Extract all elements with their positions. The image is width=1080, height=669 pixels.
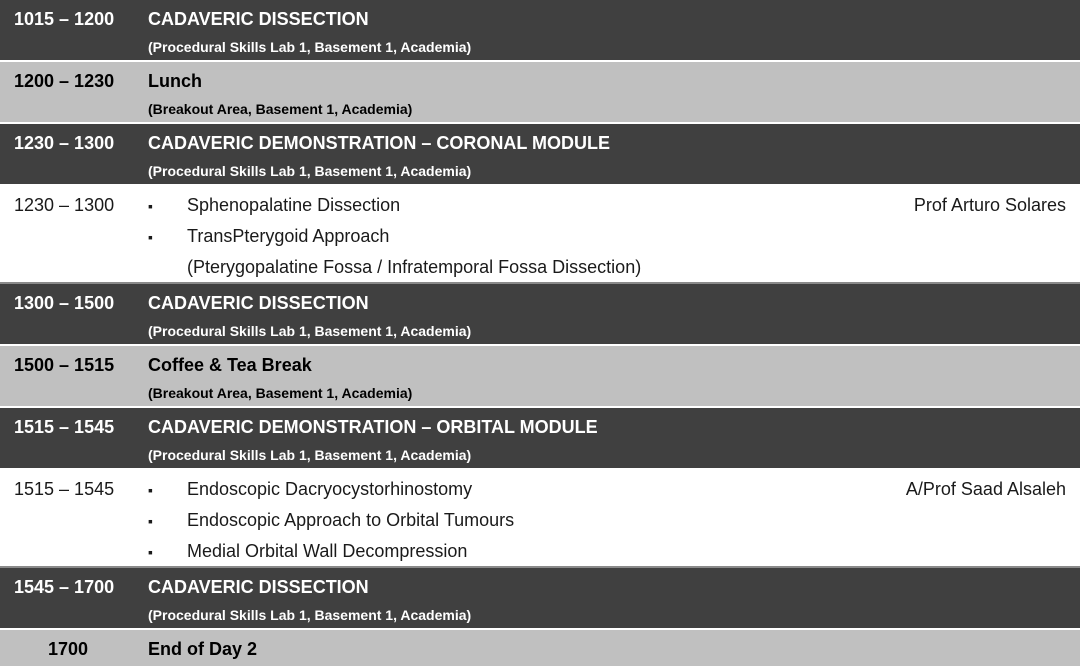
row-title: End of Day 2 (148, 639, 258, 659)
schedule-row (0, 346, 1080, 408)
bullet-icon: ▪ (148, 544, 153, 560)
row-time: 1515 – 1545 (14, 417, 115, 437)
schedule-row-end (0, 630, 1080, 668)
bullet-icon: ▪ (148, 482, 153, 498)
row-time: 1230 – 1300 (14, 133, 115, 153)
speaker-name: A/Prof Saad Alsaleh (905, 479, 1066, 499)
row-venue: (Procedural Skills Lab 1, Basement 1, Academia) (148, 607, 472, 623)
row-time: 1230 – 1300 (14, 195, 115, 215)
schedule-row (0, 408, 1080, 470)
row-venue: (Procedural Skills Lab 1, Basement 1, Academia) (148, 39, 472, 55)
topic-subtext: (Pterygopalatine Fossa / Infratemporal Fossa Dissection) (187, 257, 642, 277)
row-time: 1515 – 1545 (14, 479, 115, 499)
row-venue: (Procedural Skills Lab 1, Basement 1, Academia) (148, 323, 472, 339)
topic-label: Endoscopic Dacryocystorhinostomy (187, 479, 473, 499)
bullet-icon: ▪ (148, 198, 153, 214)
row-time: 1015 – 1200 (14, 9, 115, 29)
schedule-row (0, 284, 1080, 346)
schedule-row (0, 568, 1080, 630)
row-title: CADAVERIC DISSECTION (148, 9, 369, 29)
bullet-icon: ▪ (148, 229, 153, 245)
row-venue: (Breakout Area, Basement 1, Academia) (148, 385, 413, 401)
bullet-icon: ▪ (148, 513, 153, 529)
schedule-row (0, 62, 1080, 124)
row-title: CADAVERIC DEMONSTRATION – ORBITAL MODULE (148, 417, 598, 437)
row-venue: (Procedural Skills Lab 1, Basement 1, Academia) (148, 163, 472, 179)
row-title: Lunch (148, 71, 202, 91)
speaker-name: Prof Arturo Solares (913, 195, 1066, 215)
topic-label: Sphenopalatine Dissection (187, 195, 401, 215)
schedule-row (0, 124, 1080, 186)
row-time: 1500 – 1515 (14, 355, 115, 375)
schedule-row (0, 0, 1080, 62)
topic-label: Endoscopic Approach to Orbital Tumours (187, 510, 515, 530)
topic-label: Medial Orbital Wall Decompression (187, 541, 468, 561)
row-title: CADAVERIC DISSECTION (148, 577, 369, 597)
session-detail-row (0, 186, 1080, 284)
row-venue: (Breakout Area, Basement 1, Academia) (148, 101, 413, 117)
row-time: 1200 – 1230 (14, 71, 115, 91)
row-title: CADAVERIC DISSECTION (148, 293, 369, 313)
topic-label: TransPterygoid Approach (187, 226, 390, 246)
row-time: 1545 – 1700 (14, 577, 115, 597)
row-venue: (Procedural Skills Lab 1, Basement 1, Academia) (148, 447, 472, 463)
session-detail-row (0, 470, 1080, 568)
row-title: CADAVERIC DEMONSTRATION – CORONAL MODULE (148, 133, 611, 153)
row-time: 1300 – 1500 (14, 293, 115, 313)
row-title: Coffee & Tea Break (148, 355, 312, 375)
row-time: 1700 (47, 639, 89, 659)
